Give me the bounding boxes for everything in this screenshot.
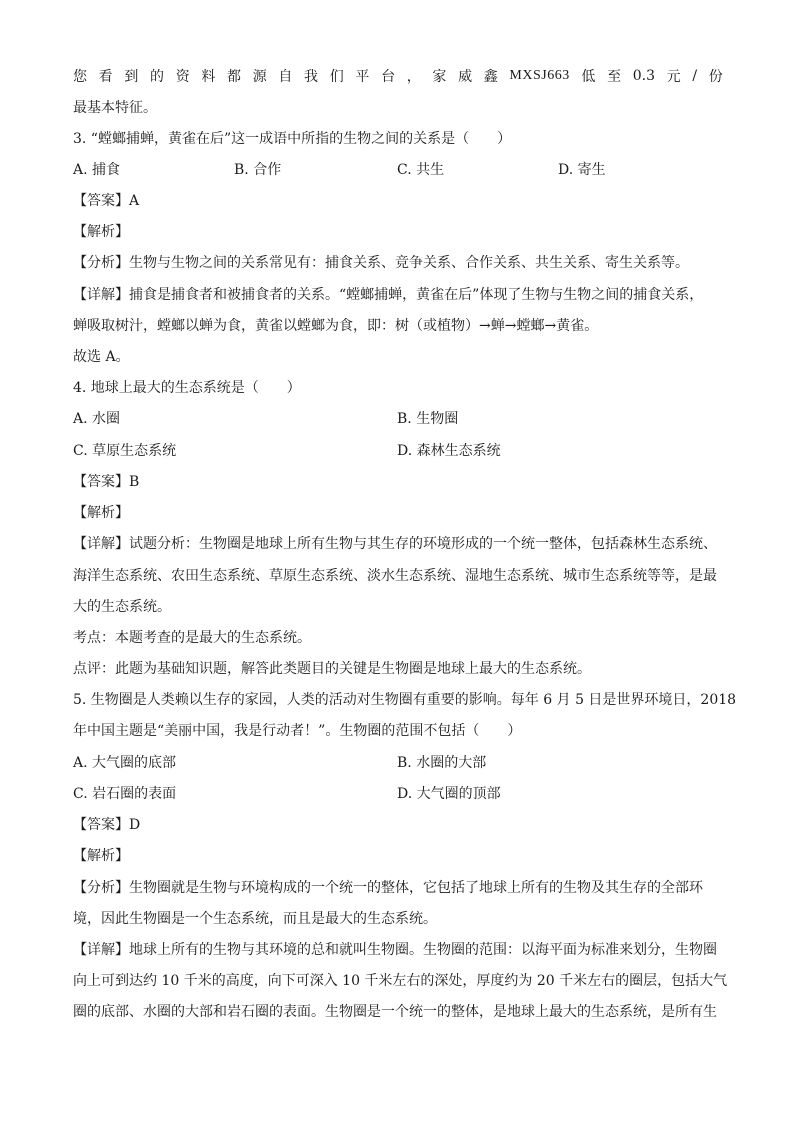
detail-text: 【详解】试题分析：生物圈是地球上所有生物与其生存的环境形成的一个统一整体，包括森林生态系统、 bbox=[73, 536, 717, 552]
dianping-text: 点评：此题为基础知识题，解答此类题目的关键是生物圈是地球上最大的生态系统。 bbox=[73, 661, 591, 677]
option-c: C. 岩石圈的表面 bbox=[73, 786, 177, 802]
watermark-char: 源 bbox=[252, 69, 267, 85]
question-4-options-row2 bbox=[73, 441, 723, 461]
detail-text: 海洋生态系统、农田生态系统、草原生态系统、淡水生态系统、湿地生态系统、城市生态系统等等，是最 bbox=[73, 568, 717, 584]
kaodian-text: 考点：本题考查的是最大的生态系统。 bbox=[73, 630, 311, 646]
watermark-code: MXSJ663 bbox=[509, 68, 570, 83]
detail-text: 大的生态系统。 bbox=[73, 599, 171, 615]
option-b: B. 水圈的大部 bbox=[397, 755, 487, 771]
answer-label: 【答案】B bbox=[73, 474, 140, 490]
watermark-char: 家 bbox=[432, 69, 447, 85]
question-5-stem: 年中国主题是“美丽中国，我是行动者！”。生物圈的范围不包括（ ） bbox=[73, 723, 522, 739]
watermark-char: 我 bbox=[304, 69, 319, 85]
watermark-char: ， bbox=[406, 69, 421, 85]
watermark-char: 到 bbox=[124, 69, 139, 85]
text-line: 最基本特征。 bbox=[73, 100, 157, 116]
watermark-char: 的 bbox=[150, 69, 165, 85]
answer-label: 【答案】A bbox=[73, 193, 140, 209]
question-3-stem: 3. “螳螂捕蝉，黄雀在后”这一成语中所指的生物之间的关系是（ ） bbox=[73, 131, 512, 147]
option-d: D. 森林生态系统 bbox=[397, 443, 501, 459]
watermark-char: 平 bbox=[355, 69, 370, 85]
watermark-char: / bbox=[692, 68, 698, 84]
watermark-char: 都 bbox=[227, 69, 242, 85]
question-5-stem: 5. 生物圈是人类赖以生存的家园，人类的活动对生物圈有重要的影响。每年 6 月 5 日是世界环境日，2018 bbox=[73, 692, 737, 708]
watermark-line bbox=[73, 66, 723, 86]
question-5-options-row2 bbox=[73, 784, 723, 804]
option-b: B. 生物圈 bbox=[397, 411, 459, 427]
watermark-char: 份 bbox=[708, 69, 723, 85]
watermark-char: 至 bbox=[607, 69, 622, 85]
question-4-options-row1 bbox=[73, 409, 723, 429]
option-b: B. 合作 bbox=[234, 162, 282, 178]
watermark-char: 鑫 bbox=[483, 69, 498, 85]
analysis-text: 【分析】生物圈就是生物与环境构成的一个统一的整体，它包括了地球上所有的生物及其生存的全部环 bbox=[73, 880, 703, 896]
option-a: A. 捕食 bbox=[73, 162, 121, 178]
choice-text: 故选 A。 bbox=[73, 349, 130, 365]
option-d: D. 大气圈的顶部 bbox=[397, 786, 501, 802]
option-d: D. 寄生 bbox=[558, 162, 606, 178]
watermark-char: 元 bbox=[666, 69, 681, 85]
detail-text: 【详解】地球上所有的生物与其环境的总和就叫生物圈。生物圈的范围：以海平面为标准来划分，生物圈 bbox=[73, 942, 717, 958]
analysis-text: 【分析】生物与生物之间的关系常见有：捕食关系、竞争关系、合作关系、共生关系、寄生关系等。 bbox=[73, 255, 689, 271]
watermark-char: 0.3 bbox=[632, 68, 655, 84]
analysis-heading: 【解析】 bbox=[73, 505, 129, 521]
watermark-char: 资 bbox=[175, 69, 190, 85]
question-3-options bbox=[73, 160, 723, 180]
detail-text: 【详解】捕食是捕食者和被捕食者的关系。“螳螂捕蝉，黄雀在后”体现了生物与生物之间的捕食关系， bbox=[73, 287, 704, 303]
question-5-options-row1 bbox=[73, 753, 723, 773]
detail-text: 蝉吸取树汁，螳螂以蝉为食，黄雀以螳螂为食，即：树（或植物）→蝉→螳螂→黄雀。 bbox=[73, 318, 599, 334]
detail-text: 圈的底部、水圈的大部和岩石圈的表面。生物圈是一个统一的整体，是地球上最大的生态系统，是所有生 bbox=[73, 1004, 717, 1020]
analysis-heading: 【解析】 bbox=[73, 848, 129, 864]
option-a: A. 大气圈的底部 bbox=[73, 755, 177, 771]
option-c: C. 草原生态系统 bbox=[73, 443, 177, 459]
watermark-char: 们 bbox=[329, 69, 344, 85]
watermark-char: 自 bbox=[278, 69, 293, 85]
watermark-char: 看 bbox=[98, 69, 113, 85]
watermark-char: 台 bbox=[381, 69, 396, 85]
option-a: A. 水圈 bbox=[73, 411, 121, 427]
watermark-char: 您 bbox=[73, 69, 87, 85]
watermark-char: 威 bbox=[458, 69, 473, 85]
answer-label: 【答案】D bbox=[73, 817, 141, 833]
analysis-heading: 【解析】 bbox=[73, 224, 129, 240]
question-4-stem: 4. 地球上最大的生态系统是（ ） bbox=[73, 380, 301, 396]
detail-text: 向上可到达约 10 千米的高度，向下可深入 10 千米左右的深处，厚度约为 20 千米左右的圈层，包括大气 bbox=[73, 973, 728, 989]
analysis-text: 境，因此生物圈是一个生态系统，而且是最大的生态系统。 bbox=[73, 911, 437, 927]
option-c: C. 共生 bbox=[397, 162, 445, 178]
watermark-char: 料 bbox=[201, 69, 216, 85]
watermark-char: 低 bbox=[581, 69, 596, 85]
